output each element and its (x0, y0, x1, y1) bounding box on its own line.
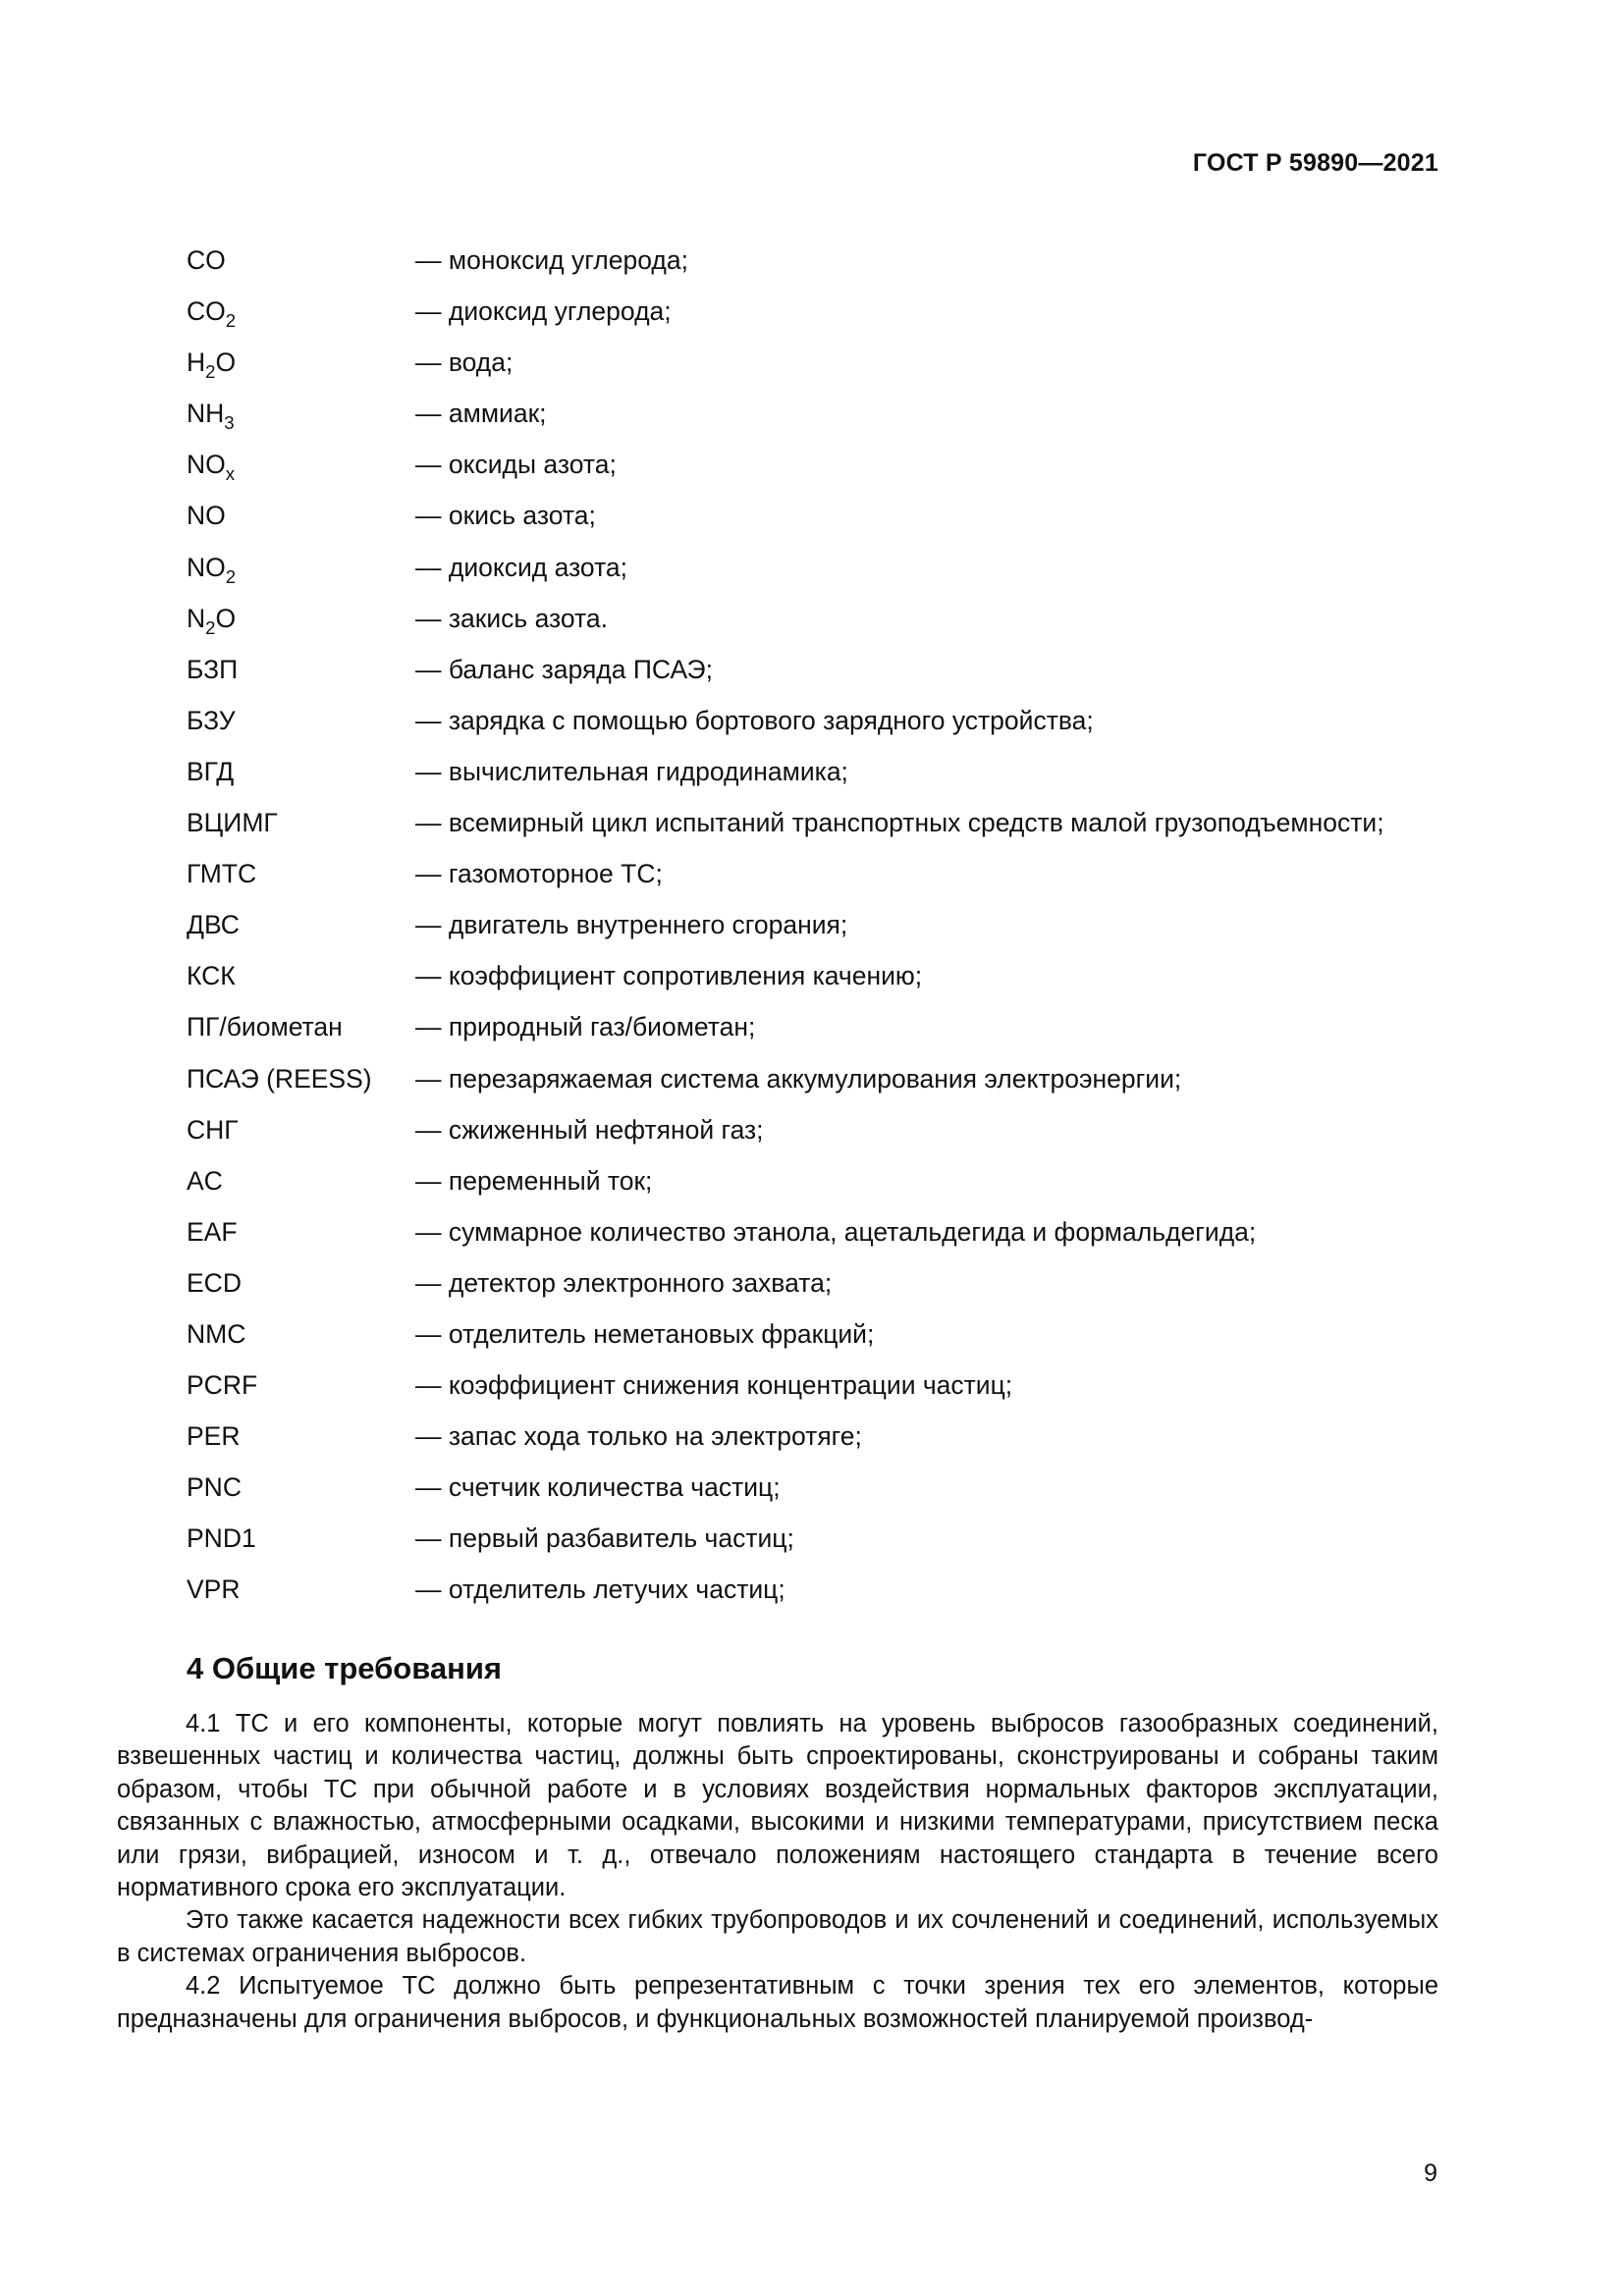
abbreviation-row (187, 1007, 1453, 1058)
abbreviation-definition: — аммиак; (415, 399, 547, 429)
abbreviation-row (187, 1468, 1453, 1519)
abbreviation-term: БЗП (187, 654, 239, 684)
abbreviation-row (187, 1263, 1453, 1314)
abbreviation-term: ВГД (187, 756, 235, 786)
abbreviation-definition: — вода; (415, 347, 514, 378)
abbreviation-definition: — счетчик количества частиц; (415, 1472, 781, 1503)
abbreviation-definition: — запас хода только на электротяге; (415, 1421, 862, 1452)
abbreviation-row (187, 1110, 1453, 1161)
abbreviation-list (187, 240, 1453, 1622)
abbreviation-term: КСК (187, 961, 236, 991)
abbreviation-row (187, 1314, 1453, 1365)
abbreviation-definition: — баланс заряда ПСАЭ; (415, 654, 713, 684)
abbreviation-row (187, 394, 1453, 445)
abbreviation-definition: — коэффициент сопротивления качению; (415, 961, 923, 991)
abbreviation-term: VPR (187, 1575, 241, 1605)
abbreviation-term: PER (187, 1421, 241, 1452)
abbreviation-row (187, 1416, 1453, 1468)
abbreviation-term: БЗУ (187, 705, 236, 735)
abbreviation-definition: — диоксид азота; (415, 552, 628, 582)
abbreviation-definition: — всемирный цикл испытаний транспортных средств малой грузоподъемности; (415, 808, 1384, 838)
abbreviation-definition: — оксиды азота; (415, 450, 617, 480)
abbreviation-term: $NO_x$ (187, 450, 236, 485)
abbreviation-row (187, 496, 1453, 547)
abbreviation-definition: — вычислительная гидродинамика; (415, 756, 848, 786)
abbreviation-definition: — суммарное количество этанола, ацетальдегида и формальдегида; (415, 1216, 1257, 1247)
abbreviation-term: PCRF (187, 1370, 258, 1401)
paragraph: 4.1 ТС и его компоненты, которые могут повлиять на уровень выбросов газообразных соединений, взвешенных частиц и количества частиц, должны быть спроектированы, сконструированы и собраны таким образом, чтобы ТС при обычной работе и в условиях воздействия нормальных факторов эксплуатации, связанных с влажностью, атмосферными осадками, высокими и низкими температурами, присутствием песка или грязи, вибрацией, износом и т. д., отвечало положениям настоящего стандарта в течение всего нормативного срока его эксплуатации. (117, 1710, 1438, 1902)
abbreviation-row (187, 343, 1453, 394)
abbreviation-row (187, 292, 1453, 343)
abbreviation-term: CO (187, 245, 226, 275)
standard-header: ГОСТ Р 59890—2021 (1192, 149, 1438, 177)
abbreviation-row (187, 445, 1453, 496)
abbreviation-definition: — природный газ/биометан; (415, 1012, 756, 1042)
abbreviation-term: ГМТС (187, 859, 257, 889)
abbreviation-term: $H_2O$ (187, 347, 237, 383)
section-heading: 4 Общие требования (187, 1651, 502, 1685)
abbreviation-definition: — детектор электронного захвата; (415, 1267, 833, 1298)
abbreviation-definition: — моноксид углерода; (415, 245, 688, 275)
abbreviation-row (187, 1365, 1453, 1416)
abbreviation-definition: — отделитель летучих частиц; (415, 1575, 785, 1605)
abbreviation-definition: — перезаряжаемая система аккумулирования электроэнергии; (415, 1063, 1182, 1094)
abbreviation-definition: — сжиженный нефтяной газ; (415, 1114, 764, 1145)
abbreviation-term: $NH_3$ (187, 399, 235, 434)
abbreviation-row (187, 1570, 1453, 1621)
abbreviation-term: PNC (187, 1472, 242, 1503)
section-body (117, 1708, 1438, 2036)
abbreviation-row (187, 701, 1453, 752)
abbreviation-row (187, 548, 1453, 599)
abbreviation-term: AC (187, 1165, 223, 1196)
abbreviation-definition: — двигатель внутреннего сгорания; (415, 910, 848, 940)
abbreviation-row (187, 1059, 1453, 1110)
abbreviation-definition: — первый разбавитель частиц; (415, 1523, 794, 1554)
abbreviation-definition: — закись азота. (415, 603, 608, 633)
abbreviation-term: EAF (187, 1216, 238, 1247)
abbreviation-term: ECD (187, 1267, 242, 1298)
paragraph: 4.2 Испытуемое ТС должно быть репрезентативным с точки зрения тех его элементов, которые предназначены для ограничения выбросов, и функциональных возможностей планируемой производ- (117, 1972, 1438, 2033)
abbreviation-row (187, 1212, 1453, 1263)
abbreviation-row (187, 1161, 1453, 1212)
abbreviation-definition: — отделитель неметановых фракций; (415, 1318, 875, 1349)
paragraph: Это также касается надежности всех гибких трубопроводов и их сочленений и соединений, используемых в системах ограничения выбросов. (117, 1906, 1438, 1967)
page-number: 9 (1424, 2160, 1437, 2187)
abbreviation-definition: — газомоторное ТС; (415, 859, 663, 889)
abbreviation-row (187, 650, 1453, 701)
abbreviation-row (187, 599, 1453, 650)
abbreviation-row (187, 905, 1453, 956)
abbreviation-row (187, 1519, 1453, 1570)
abbreviation-term: $N_2O$ (187, 603, 237, 638)
abbreviation-term: $CO_2$ (187, 296, 237, 332)
abbreviation-term: PND1 (187, 1523, 256, 1554)
abbreviation-term: СНГ (187, 1114, 239, 1145)
abbreviation-row (187, 956, 1453, 1007)
abbreviation-row (187, 854, 1453, 905)
abbreviation-term: NO (187, 501, 226, 531)
abbreviation-row (187, 803, 1453, 854)
abbreviation-row (187, 752, 1453, 803)
abbreviation-definition: — коэффициент снижения концентрации частиц; (415, 1370, 1013, 1401)
abbreviation-term: NMC (187, 1318, 246, 1349)
abbreviation-definition: — диоксид углерода; (415, 296, 672, 327)
abbreviation-term: ВЦИМГ (187, 808, 278, 838)
abbreviation-definition: — зарядка с помощью бортового зарядного устройства; (415, 705, 1094, 735)
abbreviation-definition: — переменный ток; (415, 1165, 653, 1196)
abbreviation-term: ПСАЭ (REESS) (187, 1063, 372, 1094)
abbreviation-term: ПГ/биометан (187, 1012, 343, 1042)
abbreviation-term: $NO_2$ (187, 552, 237, 587)
abbreviation-term: ДВС (187, 910, 240, 940)
abbreviation-definition: — окись азота; (415, 501, 596, 531)
abbreviation-row (187, 240, 1453, 292)
